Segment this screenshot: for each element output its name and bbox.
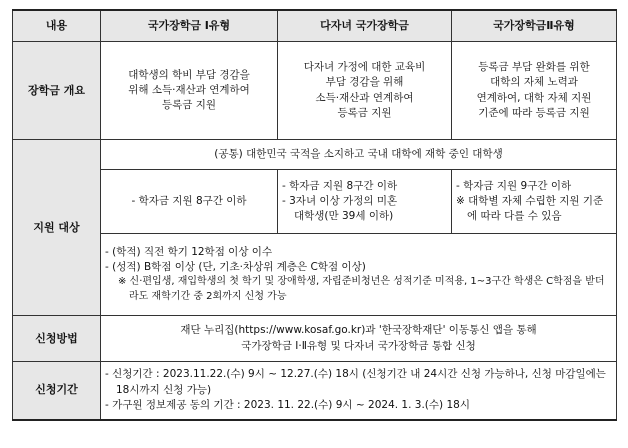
header-type2: 국가장학금Ⅱ유형 xyxy=(452,10,617,42)
grade-note: ※ 신·편입생, 재입학생의 첫 학기 및 장애학생, 자립준비청년은 성적기준 미적용, 1~3구간 학생은 C학점을 받더라도 재학기간 중 2회까지 신청 가능 xyxy=(118,276,605,302)
overview-multi-line: 부담 경감을 위해 xyxy=(325,76,404,89)
support-multi-child xyxy=(278,170,452,234)
period-row xyxy=(13,362,617,420)
overview-multi-line: 다자녀 가정에 대한 교육비 xyxy=(303,61,426,74)
overview-type1-line: 등록금 지원 xyxy=(161,99,217,112)
header-multi-child: 다자녀 국가장학금 xyxy=(278,10,452,42)
period-consent-line: - 가구원 정보제공 동의 기간 : 2023. 11. 22.(수) 9시 ~ 2024. 1. 3.(수) 18시 xyxy=(105,398,470,411)
support-type1: - 학자금 지원 8구간 이하 xyxy=(101,170,278,234)
overview-type2-line: 대학의 자체 노력과 xyxy=(490,76,578,89)
support-grade-row xyxy=(13,234,617,316)
overview-type2-line: 등록금 부담 완화를 위한 xyxy=(478,61,590,74)
overview-type2 xyxy=(452,42,617,140)
support-common: (공통) 대한민국 국적을 소지하고 국내 대학에 재학 중인 대학생 xyxy=(101,140,617,170)
header-type1: 국가장학금 Ⅰ유형 xyxy=(101,10,278,42)
overview-multi-line: 등록금 지원 xyxy=(337,106,392,119)
scholarship-table xyxy=(12,9,617,421)
overview-type1-line: 대학생의 학비 부담 경감을 xyxy=(128,68,250,81)
support-multi-line: - 학자금 지원 8구간 이하 xyxy=(282,179,398,192)
header-content: 내용 xyxy=(13,10,101,42)
overview-multi-child xyxy=(278,42,452,140)
support-grade xyxy=(101,234,617,316)
period-line: - 신청기간 : 2023.11.22.(수) 9시 ~ 12.27.(수) 18시 (신청기간 내 24시간 신청 가능하나, 신청 마감일에는 18시까지 신청 가능) xyxy=(105,368,606,396)
support-type-row xyxy=(13,170,617,234)
support-multi-line: - 3자녀 이상 가정의 미혼 xyxy=(282,194,398,207)
method-label: 신청방법 xyxy=(13,316,101,362)
period-label: 신청기간 xyxy=(13,362,101,420)
overview-multi-line: 소득·재산과 연계하여 xyxy=(315,91,414,104)
method-content xyxy=(101,316,617,362)
support-type2-note: ※ 대학별 자체 수립한 지원 기준에 따라 다를 수 있음 xyxy=(456,194,604,223)
method-line: 국가장학금 Ⅰ·Ⅱ유형 및 다자녀 국가장학금 통합 신청 xyxy=(241,339,476,352)
grade-score-line: - (성적) B학점 이상 (단, 기초·차상위 계층은 C학점 이상) xyxy=(105,261,366,273)
overview-type1 xyxy=(101,42,278,140)
support-label: 지원 대상 xyxy=(13,140,101,316)
overview-label: 장학금 개요 xyxy=(13,42,101,140)
support-type2-line: - 학자금 지원 9구간 이하 xyxy=(456,179,572,192)
overview-type2-line: 기준에 따라 등록금 지원 xyxy=(478,106,590,119)
overview-type1-line: 위해 소득·재산과 연계하여 xyxy=(128,83,250,96)
overview-type2-line: 연계하여, 대학 자체 지원 xyxy=(476,91,592,104)
grade-credit-line: - (학적) 직전 학기 12학점 이상 이수 xyxy=(105,245,273,258)
support-type2 xyxy=(452,170,617,234)
header-row xyxy=(13,10,617,42)
support-common-row xyxy=(13,140,617,170)
period-content xyxy=(101,362,617,420)
method-line: 재단 누리집(https://www.kosaf.go.kr)과 '한국장학재단' 이동통신 앱을 통해 xyxy=(180,324,537,337)
overview-row xyxy=(13,42,617,140)
support-multi-line: 대학생(만 39세 이하) xyxy=(294,210,394,223)
method-row xyxy=(13,316,617,362)
